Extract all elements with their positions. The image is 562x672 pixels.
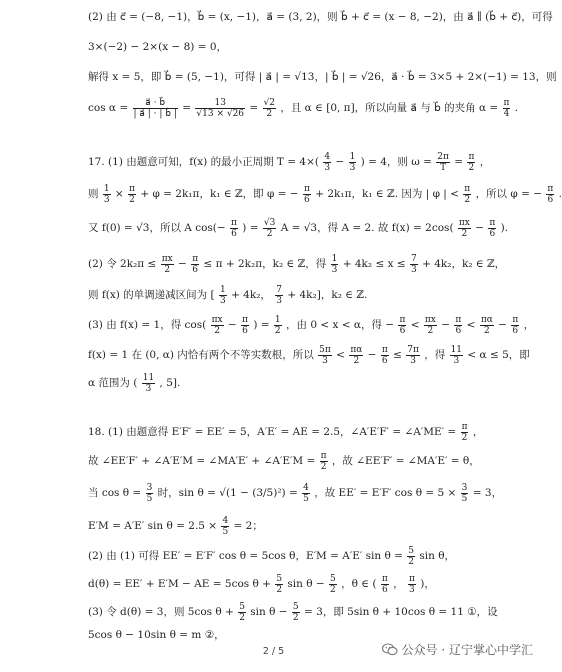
p17-line6: (3) 由 f(x) = 1，得 cos( $\frac{\pi x}{2}$ − $\frac{\pi}{6}$ ) = $\frac{1}{2}$ ，由 0 < x < α，得 − $\frac{\pi}{6}$ < $\frac{\pi x}{2}$ − $\frac{\pi}{6}$ < $\frac{\pi\alpha}{2}$ − $\frac{\pi}{6}$ ， bbox=[88, 314, 535, 336]
p18-line7: (3) 令 d(θ) = 3，则 5cos θ + $\frac{5}{2}$ sin θ − $\frac{5}{2}$ = 3，即 5sin θ + 10cos θ = 11 ①，设 bbox=[88, 601, 498, 623]
p16-line3: 解得 x = 5，即 b⃗ = (5, −1)，可得 | a⃗ | = √13，| b⃗ | = √26，a⃗ · b⃗ = 3×5 + 2×(−1) = 13，则 bbox=[88, 71, 557, 83]
p18-line1: 18. (1) 由题意得 E′F′ = EE′ = 5，A′E′ = AE = 2.5，∠A′E′F′ = ∠A′ME′ = $\frac{\pi}{2}$ ， bbox=[88, 421, 484, 443]
p17-line4: (2) 令 2k₂π ≤ $\frac{\pi x}{2}$ − $\frac{\pi}{6}$ ≤ π + 2k₂π，k₂ ∈ ℤ，得 $\frac{1}{3}$ + 4k₂ ≤ x ≤ $\frac{7}{3}$ + 4k₂，k₂ ∈ ℤ， bbox=[88, 253, 506, 275]
p18-line6: d(θ) = EE′ + E′M − AE = 5cos θ + $\frac{5}{2}$ sin θ − $\frac{5}{2}$ ，θ ∈ ( $\frac{\pi}{6}$ ， $\frac{\pi}{3}$ )， bbox=[88, 573, 435, 595]
p17-line3: 又 f(0) = √3，所以 A cos(− $\frac{\pi}{6}$ ) = $\frac{√3}{2}$ A = √3，得 A = 2. 故 f(x) = 2cos( $\frac{\pi x}{2}$ − $\frac{\pi}{6}$ ). bbox=[88, 217, 509, 239]
p17-line7: f(x) = 1 在 (0, α) 内恰有两个不等实数根，所以 $\frac{5\pi}{3}$ < $\frac{\pi\alpha}{2}$ − $\frac{\pi}{6}$ ≤ $\frac{7\pi}{3}$ ，得 $\frac{11}{3}$ < α ≤ 5，即 bbox=[88, 344, 530, 366]
p18-line4: E′M = A′E′ sin θ = 2.5 × $\frac{4}{5}$ = 2； bbox=[88, 515, 263, 537]
p18-line5: (2) 由 (1) 可得 EE′ = E′F′ cos θ = 5cos θ，E′M = A′E′ sin θ = $\frac{5}{2}$ sin θ， bbox=[88, 545, 456, 567]
p18-line2: 故 ∠EE′F′ + ∠A′E′M = ∠MA′E′ + ∠A′E′M = $\frac{\pi}{2}$ ，故 ∠EE′F′ = ∠MA′E′ = θ， bbox=[88, 450, 480, 472]
p18-line3: 当 cos θ = $\frac{3}{5}$ 时，sin θ = √(1 − (3/5)²) = $\frac{4}{5}$ ，故 EE′ = E′F′ cos θ = 5 × $\frac{3}{5}$ = 3， bbox=[88, 482, 503, 504]
p17-line5: 则 f(x) 的单调递减区间为 [ $\frac{1}{3}$ + 4k₂， $\frac{7}{3}$ + 4k₂]，k₂ ∈ ℤ. bbox=[88, 284, 368, 306]
wechat-icon bbox=[382, 643, 398, 656]
p17-line2: 则 $\frac{1}{3}$ × $\frac{\pi}{2}$ + φ = 2k₁π，k₁ ∈ ℤ，即 φ = − $\frac{\pi}{6}$ + 2k₁π，k₁ ∈ ℤ. 因为 | φ | < $\frac{\pi}{2}$ ，所以 φ = − $\frac{\pi}{6}$ . bbox=[88, 183, 562, 205]
p17-line1: 17. (1) 由题意可知，f(x) 的最小正周期 T = 4×( $\frac{4}{3}$ − $\frac{1}{3}$ ) = 4，则 ω = $\frac{2\pi}{T}$ = $\frac{\pi}{2}$ ， bbox=[88, 151, 491, 173]
page-number: 2 / 5 bbox=[262, 646, 285, 657]
watermark bbox=[382, 641, 533, 658]
p17-line8: α 范围为 ( $\frac{11}{3}$ , 5]. bbox=[88, 372, 181, 394]
p18-line8: 5cos θ − 10sin θ = m ②， bbox=[88, 629, 225, 641]
p16-line2: 3×(−2) − 2×(x − 8) = 0， bbox=[88, 41, 228, 53]
p16-line1: (2) 由 c⃗ = (−8, −1)，b⃗ = (x, −1)，a⃗ = (3, 2)，则 b⃗ + c⃗ = (x − 8, −2)，由 a⃗ ∥ (b⃗ + c⃗)，可得 bbox=[88, 11, 553, 23]
watermark-text: 公众号 · 辽宁掌心中学汇 bbox=[401, 643, 533, 657]
p16-line4: cos α = $\frac{a⃗ \cdot b⃗}{| a⃗ | \cdot | b⃗ |}$ = $\frac{13}{√13 \times √26}$ = $\frac{√2}{2}$ ，且 α ∈ [0, π]，所以向量 a⃗ 与 b⃗ 的夹角 α = $\frac{\pi}{4}$ . bbox=[88, 97, 519, 119]
